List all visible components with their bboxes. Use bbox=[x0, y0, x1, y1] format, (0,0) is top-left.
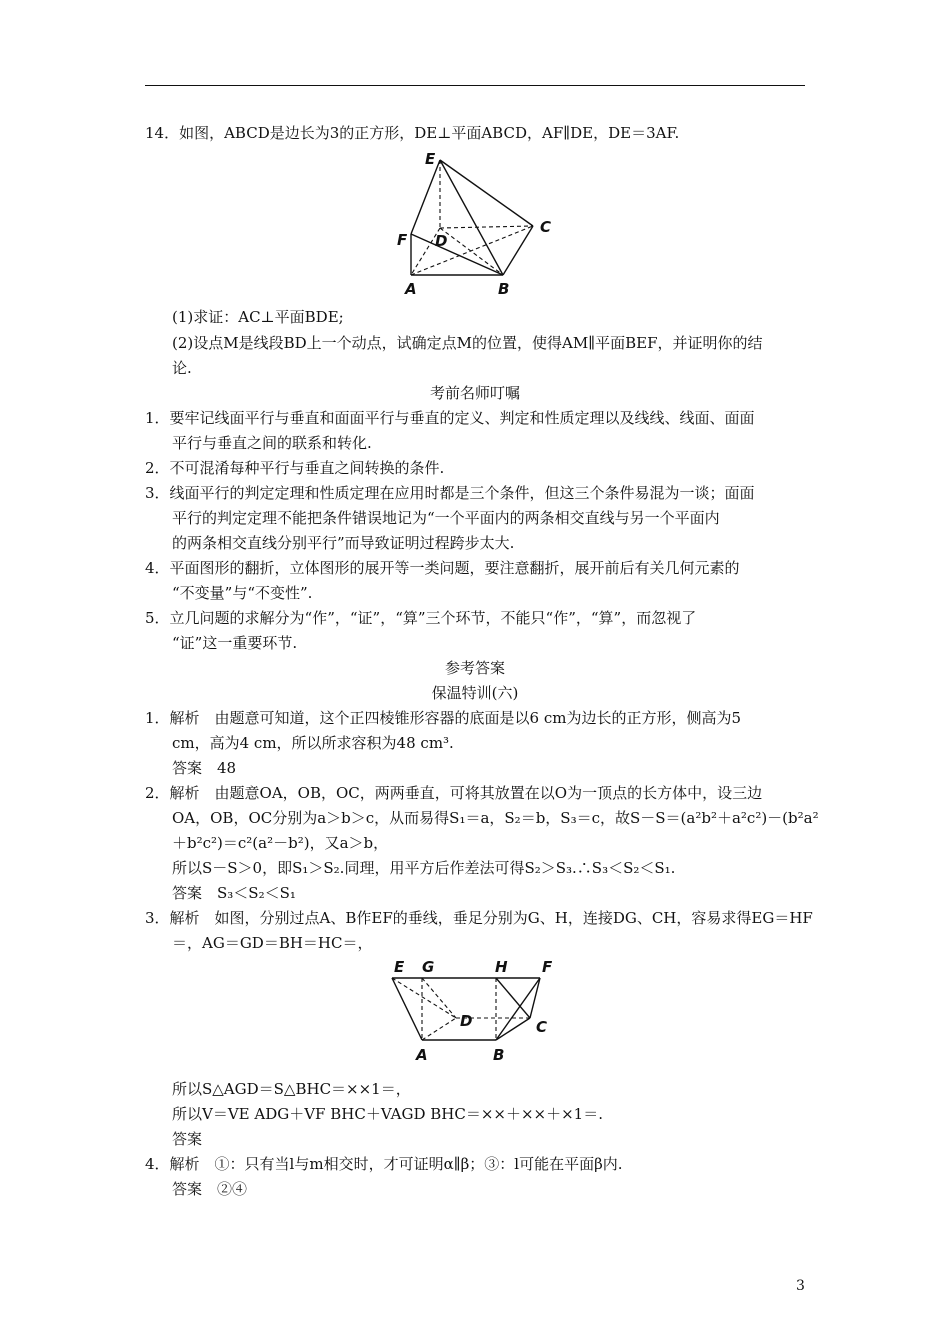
answers-subtitle: 保温特训(六) bbox=[431, 684, 519, 702]
answer-2-answer: 答案 S₃＜S₂＜S₁ bbox=[172, 884, 296, 902]
label-F: F bbox=[397, 231, 408, 249]
label-A: A bbox=[405, 280, 417, 298]
label-D: D bbox=[435, 232, 448, 250]
problem-14-q2-line2: 论. bbox=[172, 359, 192, 377]
page-number: 3 bbox=[796, 1278, 805, 1294]
label-G: G bbox=[422, 958, 435, 976]
answer-1-line1: 1．解析 由题意可知道，这个正四棱锥形容器的底面是以6 cm为边长的正方形，侧高为5 bbox=[145, 709, 742, 727]
label-C: C bbox=[540, 218, 552, 236]
problem-14-q1: (1)求证：AC⊥平面BDE; bbox=[172, 308, 344, 326]
tip-line: 5．立几问题的求解分为“作”，“证”，“算”三个环节，不能只“作”，“算”，而忽视了 bbox=[145, 609, 697, 627]
answer-2-line1: 2．解析 由题意OA，OB，OC，两两垂直，可将其放置在以O为一顶点的长方体中，设三边 bbox=[145, 784, 763, 802]
tip-line: 4．平面图形的翻折，立体图形的展开等一类问题，要注意翻折，展开前后有关几何元素的 bbox=[145, 559, 740, 577]
answer-3-line1: 3．解析 如图，分别过点A、B作EF的垂线，垂足分别为G、H，连接DG、CH，容易求得EG＝HF bbox=[145, 909, 813, 927]
tip-line: 平行与垂直之间的联系和转化. bbox=[172, 434, 372, 452]
answer-2-line4: 所以S－S＞0，即S₁＞S₂.同理，用平方后作差法可得S₂＞S₃.∴S₃＜S₂＜S₁. bbox=[172, 859, 676, 877]
label-A: A bbox=[416, 1046, 428, 1064]
answer-3-line4: 所以V＝VE ADG＋VF BHC＋VAGD BHC＝××＋××＋×1＝. bbox=[172, 1105, 603, 1123]
label-E: E bbox=[394, 958, 405, 976]
answer-2-line2: OA，OB，OC分别为a＞b＞c，从而易得S₁＝a，S₂＝b，S₃＝c，故S－S＝(a²b²＋a²c²)－(b²a² bbox=[172, 809, 819, 827]
answers-title: 参考答案 bbox=[444, 659, 505, 677]
problem-14-stem: 14．如图，ABCD是边长为3的正方形，DE⊥平面ABCD，AF∥DE，DE＝3AF. bbox=[145, 124, 680, 142]
label-B: B bbox=[493, 1046, 505, 1064]
answer-3-line2: ＝，AG＝GD＝BH＝HC＝， bbox=[172, 934, 373, 952]
label-H: H bbox=[495, 958, 508, 976]
label-C: C bbox=[536, 1018, 548, 1036]
tip-line: 1．要牢记线面平行与垂直和面面平行与垂直的定义、判定和性质定理以及线线、线面、面面 bbox=[145, 409, 755, 427]
tips-title: 考前名师叮嘱 bbox=[429, 384, 520, 402]
label-E: E bbox=[425, 150, 436, 168]
answer-4-answer: 答案 ②④ bbox=[172, 1180, 248, 1198]
answer-4-line1: 4．解析 ①：只有当l与m相交时，才可证明α∥β；③：l可能在平面β内. bbox=[145, 1155, 623, 1173]
label-B: B bbox=[498, 280, 510, 298]
pyramid-figure bbox=[385, 148, 565, 298]
tip-line: 3．线面平行的判定定理和性质定理在应用时都是三个条件，但这三个条件易混为一谈；面面 bbox=[145, 484, 755, 502]
tip-line: “不变量”与“不变性”. bbox=[172, 584, 313, 602]
answer-2-line3: ＋b²c²)＝c²(a²－b²)，又a＞b， bbox=[172, 834, 389, 852]
frustum-figure bbox=[380, 956, 570, 1076]
problem-14-q2-line1: (2)设点M是线段BD上一个动点，试确定点M的位置，使得AM∥平面BEF，并证明你的结 bbox=[172, 334, 763, 352]
answer-1-answer: 答案 48 bbox=[172, 759, 237, 777]
answer-3-answer: 答案 bbox=[172, 1130, 203, 1148]
answer-1-line2: cm，高为4 cm，所以所求容积为48 cm³. bbox=[172, 734, 454, 752]
tip-line: 2．不可混淆每种平行与垂直之间转换的条件. bbox=[145, 459, 445, 477]
answer-3-line3: 所以S△AGD＝S△BHC＝××1＝， bbox=[172, 1080, 411, 1098]
header-rule bbox=[145, 85, 805, 86]
label-F: F bbox=[542, 958, 553, 976]
tip-line: 的两条相交直线分别平行”而导致证明过程跨步太大. bbox=[172, 534, 515, 552]
label-D: D bbox=[460, 1012, 473, 1030]
tip-line: “证”这一重要环节. bbox=[172, 634, 298, 652]
tip-line: 平行的判定定理不能把条件错误地记为“一个平面内的两条相交直线与另一个平面内 bbox=[172, 509, 720, 527]
